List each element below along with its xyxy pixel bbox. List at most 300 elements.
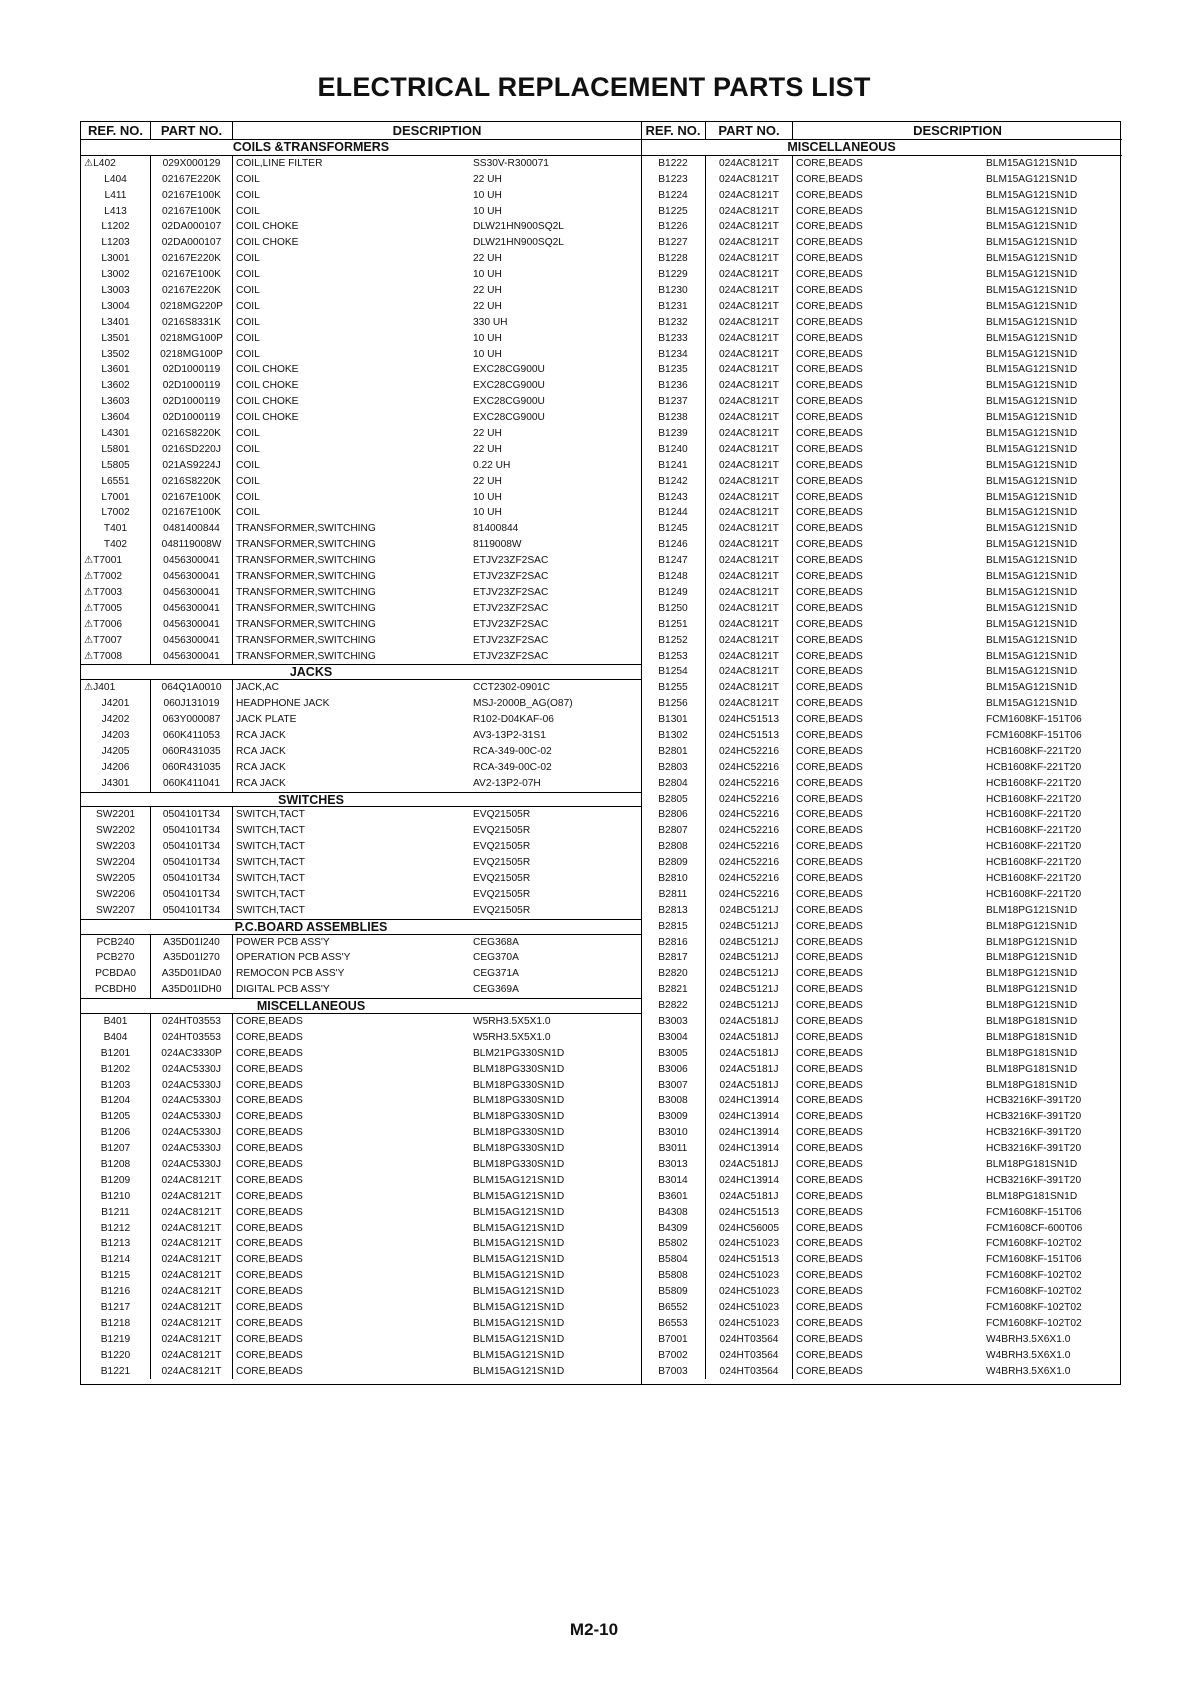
description-name: CORE,BEADS (236, 1127, 303, 1139)
table-row (641, 855, 1122, 871)
table-row (641, 728, 1122, 744)
ref-no-cell (81, 172, 151, 188)
part-no: 0504101T34 (151, 903, 233, 919)
table-row (81, 1046, 641, 1062)
table-row (81, 362, 641, 378)
ref-no-cell (81, 347, 151, 363)
part-no: 024AC3330P (151, 1046, 233, 1062)
table-row (81, 521, 641, 537)
description-name: CORE,BEADS (796, 1079, 863, 1091)
description-spec: 10 UH (473, 332, 502, 344)
ref-no: B1239 (658, 428, 688, 440)
ref-no-cell (81, 378, 151, 394)
warning-triangle-icon: ⚠ (84, 682, 94, 694)
description-cell (793, 1205, 1122, 1221)
description-name: CORE,BEADS (796, 904, 863, 916)
description-cell (233, 950, 641, 966)
part-no: 024HT03553 (151, 1014, 233, 1030)
description-cell (233, 1332, 641, 1348)
ref-no-cell (641, 1236, 706, 1252)
header-description: DESCRIPTION (392, 123, 482, 138)
description-spec: BLM15AG121SN1D (986, 348, 1078, 360)
ref-no-cell (641, 283, 706, 299)
description-spec: ETJV23ZF2SAC (473, 618, 549, 630)
table-row (81, 712, 641, 728)
description-name: HEADPHONE JACK (236, 698, 330, 710)
description-spec: HCB3216KF-391T20 (986, 1174, 1082, 1186)
ref-no-cell (641, 1284, 706, 1300)
description-name: REMOCON PCB ASS'Y (236, 968, 345, 980)
ref-no: L3601 (101, 364, 130, 376)
ref-no-cell (81, 331, 151, 347)
warning-triangle-icon: ⚠ (84, 602, 94, 614)
description-name: CORE,BEADS (796, 571, 863, 583)
ref-no-cell (641, 505, 706, 521)
description-name: RCA JACK (236, 729, 286, 741)
table-row (641, 569, 1122, 585)
ref-no: B2810 (658, 872, 688, 884)
description-cell (233, 1348, 641, 1364)
description-spec: BLM18PG181SN1D (986, 1190, 1078, 1202)
ref-no: B1235 (658, 364, 688, 376)
ref-no-cell (81, 807, 151, 823)
description-spec: HCB1608KF-221T20 (986, 809, 1082, 821)
part-no: 024AC5330J (151, 1109, 233, 1125)
ref-no-cell (641, 617, 706, 633)
description-name: COIL (236, 173, 260, 185)
ref-no: L1203 (101, 237, 130, 249)
description-name: CORE,BEADS (796, 1063, 863, 1075)
ref-no: B3005 (658, 1047, 688, 1059)
ref-no: B1223 (658, 173, 688, 185)
part-no: 024AC5330J (151, 1093, 233, 1109)
section-title: P.C.BOARD ASSEMBLIES (81, 919, 641, 935)
description-name: CORE,BEADS (796, 1206, 863, 1218)
description-name: CORE,BEADS (796, 1349, 863, 1361)
description-spec: BLM15AG121SN1D (986, 285, 1078, 297)
ref-no: L3001 (101, 253, 130, 265)
ref-no-cell (641, 1268, 706, 1284)
part-no: 024AC8121T (706, 537, 793, 553)
description-spec: ETJV23ZF2SAC (473, 571, 549, 583)
table-row (81, 569, 641, 585)
ref-no: B1255 (658, 682, 688, 694)
ref-no: B404 (103, 1031, 128, 1043)
table-row (641, 1348, 1122, 1364)
table-row (641, 887, 1122, 903)
table-row (641, 744, 1122, 760)
header-ref-no: REF. NO. (641, 122, 706, 139)
table-row (81, 1062, 641, 1078)
ref-no: L7002 (101, 507, 130, 519)
right-column-body (641, 140, 1122, 1379)
ref-no: B2815 (658, 920, 688, 932)
description-spec: RCA-349-00C-02 (473, 761, 552, 773)
description-spec: BLM15AG121SN1D (986, 380, 1078, 392)
part-no: 0218MG100P (151, 331, 233, 347)
description-name: CORE,BEADS (236, 1286, 303, 1298)
ref-no-cell (641, 1078, 706, 1094)
table-row (81, 1125, 641, 1141)
part-no: 024AC5330J (151, 1125, 233, 1141)
ref-no-cell (81, 569, 151, 585)
table-row (641, 362, 1122, 378)
description-cell (793, 1221, 1122, 1237)
ref-no-cell (81, 617, 151, 633)
section-title: MISCELLANEOUS (81, 998, 641, 1014)
ref-no: B1214 (100, 1254, 131, 1266)
part-no: 0218MG100P (151, 347, 233, 363)
ref-no: B5804 (658, 1254, 688, 1266)
ref-no-cell (81, 235, 151, 251)
table-row (641, 204, 1122, 220)
description-name: CORE,BEADS (796, 602, 863, 614)
description-cell (233, 1109, 641, 1125)
description-cell (233, 1189, 641, 1205)
description-name: RCA JACK (236, 777, 286, 789)
description-name: CORE,BEADS (796, 872, 863, 884)
ref-no: B1215 (100, 1270, 131, 1282)
description-spec: EVQ21505R (473, 888, 531, 900)
ref-no: SW2204 (95, 857, 136, 869)
description-spec: BLM15AG121SN1D (473, 1174, 565, 1186)
ref-no: B1249 (658, 586, 688, 598)
left-column-body (81, 140, 641, 1379)
ref-no: B3601 (658, 1190, 688, 1202)
description-cell (793, 156, 1122, 172)
description-cell (233, 204, 641, 220)
ref-no-cell (641, 633, 706, 649)
description-cell (793, 966, 1122, 982)
description-name: SWITCH,TACT (236, 825, 305, 837)
ref-no: B1250 (658, 602, 688, 614)
ref-no: L3502 (101, 348, 130, 360)
description-spec: BLM15AG121SN1D (473, 1190, 565, 1202)
part-no: 0216SD220J (151, 442, 233, 458)
ref-no: J4206 (101, 761, 130, 773)
ref-no-cell (81, 1078, 151, 1094)
part-no: 024BC5121J (706, 966, 793, 982)
table-row (81, 251, 641, 267)
table-row (81, 760, 641, 776)
table-row (641, 807, 1122, 823)
table-row (641, 633, 1122, 649)
left-column (81, 122, 642, 1384)
description-cell (233, 235, 641, 251)
ref-no: B1231 (658, 300, 688, 312)
ref-no: SW2203 (95, 841, 136, 853)
ref-no-cell (81, 871, 151, 887)
part-no: 024AC5330J (151, 1078, 233, 1094)
description-spec: BLM15AG121SN1D (986, 300, 1078, 312)
ref-no: B1225 (658, 205, 688, 217)
description-spec: DLW21HN900SQ2L (473, 221, 564, 233)
ref-no-cell (81, 1173, 151, 1189)
description-cell (793, 394, 1122, 410)
table-row (641, 585, 1122, 601)
table-row (641, 792, 1122, 808)
ref-no: B3006 (658, 1063, 688, 1075)
ref-no-cell (641, 680, 706, 696)
description-name: COIL (236, 348, 260, 360)
description-spec: R102-D04KAF-06 (473, 714, 554, 726)
ref-no: B1256 (658, 698, 688, 710)
ref-no-cell (641, 585, 706, 601)
description-cell (793, 823, 1122, 839)
ref-no-cell (641, 362, 706, 378)
ref-no: SW2207 (95, 904, 136, 916)
part-no: 02167E100K (151, 267, 233, 283)
description-cell (233, 474, 641, 490)
description-name: CORE,BEADS (796, 666, 863, 678)
part-no: 024AC8121T (706, 664, 793, 680)
description-spec: MSJ-2000B_AG(O87) (473, 698, 573, 710)
part-no: 060K411041 (151, 776, 233, 792)
description-name: CORE,BEADS (796, 825, 863, 837)
table-row (81, 855, 641, 871)
table-row (81, 887, 641, 903)
description-name: CORE,BEADS (796, 1302, 863, 1314)
ref-no: B1219 (100, 1333, 131, 1345)
ref-no-cell (81, 458, 151, 474)
ref-no-cell (641, 1348, 706, 1364)
description-cell (793, 315, 1122, 331)
description-spec: 330 UH (473, 316, 508, 328)
description-name: COIL CHOKE (236, 380, 299, 392)
ref-no: B2821 (658, 984, 688, 996)
description-spec: ETJV23ZF2SAC (473, 602, 549, 614)
description-cell (793, 1252, 1122, 1268)
part-no: 0216S8331K (151, 315, 233, 331)
description-spec: BLM15AG121SN1D (473, 1222, 565, 1234)
description-name: TRANSFORMER,SWITCHING (236, 555, 376, 567)
part-no: 024AC8121T (706, 490, 793, 506)
table-row (81, 426, 641, 442)
description-spec: 8119008W (473, 539, 522, 551)
part-no: 02167E220K (151, 172, 233, 188)
part-no: 024AC5181J (706, 1030, 793, 1046)
table-row (81, 1173, 641, 1189)
part-no: 0481400844 (151, 521, 233, 537)
ref-no-cell (81, 553, 151, 569)
description-cell (793, 1062, 1122, 1078)
part-no: 0504101T34 (151, 823, 233, 839)
description-name: CORE,BEADS (796, 841, 863, 853)
ref-no: L3501 (101, 332, 130, 344)
part-no: 0456300041 (151, 553, 233, 569)
table-row (641, 283, 1122, 299)
description-spec: CEG369A (473, 984, 519, 996)
description-name: CORE,BEADS (796, 1333, 863, 1345)
table-row (81, 1236, 641, 1252)
description-name: CORE,BEADS (796, 682, 863, 694)
description-cell (793, 807, 1122, 823)
description-name: COIL (236, 285, 260, 297)
description-name: CORE,BEADS (236, 1047, 303, 1059)
part-no: 024HC52216 (706, 871, 793, 887)
description-spec: BLM15AG121SN1D (986, 428, 1078, 440)
ref-no: B1301 (658, 714, 688, 726)
description-spec: BLM15AG121SN1D (986, 316, 1078, 328)
description-name: CORE,BEADS (796, 920, 863, 932)
description-name: CORE,BEADS (796, 888, 863, 900)
description-name: COIL (236, 269, 260, 281)
description-spec: BLM15AG121SN1D (473, 1270, 565, 1282)
ref-no: B3013 (658, 1159, 688, 1170)
table-row (81, 537, 641, 553)
description-cell (793, 982, 1122, 998)
part-no: 024AC8121T (706, 235, 793, 251)
table-row (81, 490, 641, 506)
ref-no: L4301 (101, 428, 130, 440)
ref-no: B1241 (658, 459, 688, 471)
description-name: SWITCH,TACT (236, 872, 305, 884)
part-no: 024HC13914 (706, 1093, 793, 1109)
description-cell (233, 1030, 641, 1046)
description-cell (233, 331, 641, 347)
description-name: CORE,BEADS (796, 1111, 863, 1123)
table-row (81, 950, 641, 966)
description-name: CORE,BEADS (796, 809, 863, 821)
description-cell (793, 490, 1122, 506)
description-name: CORE,BEADS (236, 1159, 303, 1170)
ref-no-cell (641, 331, 706, 347)
table-row (641, 1300, 1122, 1316)
description-spec: BLM18PG121SN1D (986, 904, 1078, 916)
part-no: 02D1000119 (151, 378, 233, 394)
description-name: CORE,BEADS (796, 157, 863, 169)
ref-no-cell (641, 219, 706, 235)
part-no: 048119008W (151, 537, 233, 553)
description-spec: BLM15AG121SN1D (986, 459, 1078, 471)
part-no: 024AC8121T (706, 362, 793, 378)
table-row (81, 283, 641, 299)
ref-no-cell (81, 1062, 151, 1078)
part-no: 024HC52216 (706, 839, 793, 855)
description-cell (793, 235, 1122, 251)
part-no: 0456300041 (151, 569, 233, 585)
description-name: CORE,BEADS (796, 300, 863, 312)
part-no: 0456300041 (151, 585, 233, 601)
description-name: JACK,AC (236, 682, 280, 694)
table-row (641, 1046, 1122, 1062)
description-spec: BLM18PG330SN1D (473, 1111, 565, 1123)
ref-no-cell (81, 267, 151, 283)
description-name: CORE,BEADS (236, 1222, 303, 1234)
part-no: 024AC8121T (706, 505, 793, 521)
ref-no: T7007 (93, 634, 123, 646)
part-no: 024AC8121T (706, 204, 793, 220)
description-cell (233, 855, 641, 871)
description-name: SWITCH,TACT (236, 888, 305, 900)
description-cell (233, 649, 641, 665)
description-cell (233, 1284, 641, 1300)
description-spec: EVQ21505R (473, 841, 531, 853)
table-row (641, 410, 1122, 426)
table-row (81, 823, 641, 839)
part-no: 024AC8121T (151, 1316, 233, 1332)
description-name: CORE,BEADS (236, 1349, 303, 1361)
ref-no: B3003 (658, 1015, 688, 1027)
table-row (641, 537, 1122, 553)
part-no: 024HC52216 (706, 776, 793, 792)
ref-no: B1228 (658, 253, 688, 265)
description-name: CORE,BEADS (796, 936, 863, 948)
ref-no: B1233 (658, 332, 688, 344)
description-name: CORE,BEADS (796, 1238, 863, 1250)
description-spec: EVQ21505R (473, 857, 531, 869)
description-cell (233, 347, 641, 363)
description-name: TRANSFORMER,SWITCHING (236, 586, 376, 598)
ref-no: SW2205 (95, 872, 136, 884)
table-row (81, 299, 641, 315)
part-no: 024HC52216 (706, 887, 793, 903)
table-row (641, 664, 1122, 680)
description-cell (233, 553, 641, 569)
ref-no-cell (641, 569, 706, 585)
ref-no-cell (641, 1093, 706, 1109)
ref-no: T401 (103, 523, 128, 535)
ref-no: B1205 (100, 1111, 131, 1123)
table-row (641, 1109, 1122, 1125)
description-spec: BLM18PG121SN1D (986, 1000, 1078, 1012)
description-cell (233, 839, 641, 855)
description-cell (233, 1078, 641, 1094)
header-part-no: PART NO. (706, 122, 793, 139)
ref-no-cell (81, 315, 151, 331)
description-cell (793, 1125, 1122, 1141)
description-spec: BLM15AG121SN1D (986, 253, 1078, 265)
description-spec: 22 UH (473, 428, 502, 440)
table-row (81, 680, 641, 696)
ref-no-cell (81, 1252, 151, 1268)
ref-no: B1227 (658, 237, 688, 249)
ref-no-cell (641, 1316, 706, 1332)
description-name: CORE,BEADS (796, 555, 863, 567)
ref-no: L1202 (101, 221, 130, 233)
table-row (81, 458, 641, 474)
description-cell (793, 744, 1122, 760)
ref-no: J4205 (101, 745, 130, 757)
ref-no-cell (81, 1109, 151, 1125)
ref-no-cell (641, 1189, 706, 1205)
description-spec: BLM15AG121SN1D (986, 396, 1078, 408)
part-no: 024HC13914 (706, 1109, 793, 1125)
ref-no: B2807 (658, 825, 688, 837)
table-row (641, 490, 1122, 506)
table-row (641, 521, 1122, 537)
description-spec: HCB1608KF-221T20 (986, 841, 1082, 853)
warning-triangle-icon: ⚠ (84, 650, 94, 662)
table-row (641, 235, 1122, 251)
description-spec: 22 UH (473, 443, 502, 455)
description-spec: BLM21PG330SN1D (473, 1047, 565, 1059)
ref-no-cell (81, 442, 151, 458)
part-no: 0504101T34 (151, 839, 233, 855)
ref-no: L402 (93, 157, 116, 169)
ref-no-cell (641, 315, 706, 331)
part-no: 024HC52216 (706, 760, 793, 776)
description-name: CORE,BEADS (796, 459, 863, 471)
description-name: CORE,BEADS (796, 1047, 863, 1059)
description-spec: BLM18PG181SN1D (986, 1159, 1078, 1170)
description-name: COIL,LINE FILTER (236, 157, 323, 169)
description-name: CORE,BEADS (796, 984, 863, 996)
part-no: 024AC8121T (706, 601, 793, 617)
table-row (641, 315, 1122, 331)
description-name: CORE,BEADS (796, 332, 863, 344)
part-no: 02D1000119 (151, 410, 233, 426)
